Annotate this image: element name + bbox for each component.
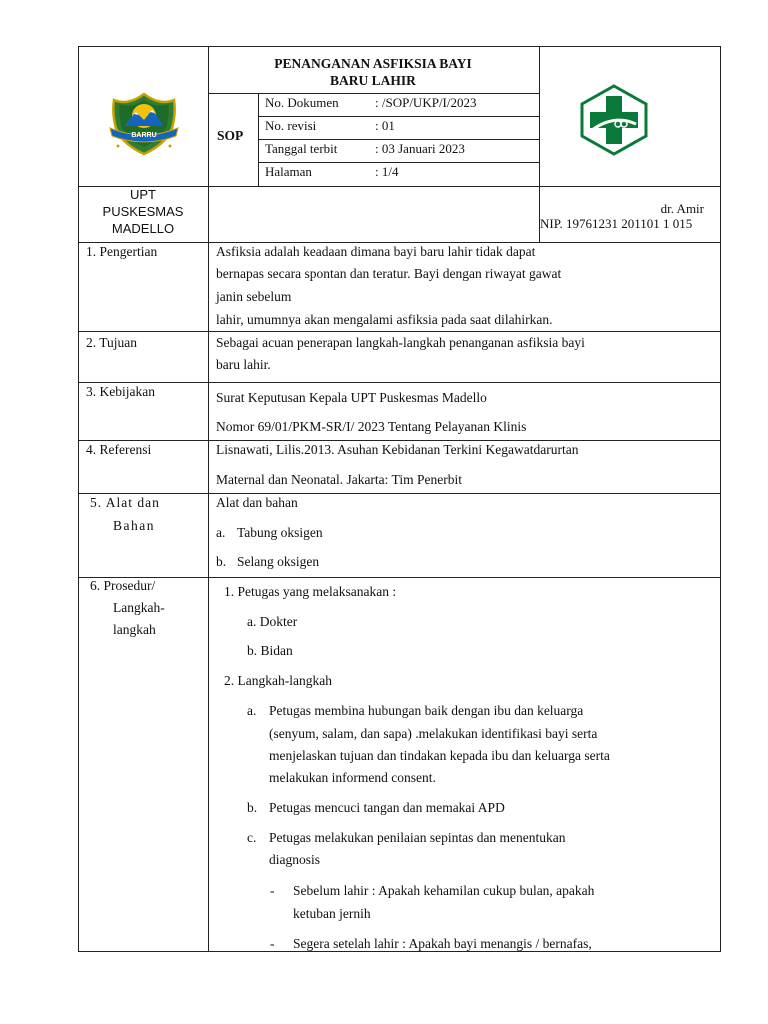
section-label-langkah: Langkah-	[113, 600, 165, 615]
step-a-line: menjelaskan tujuan dan tindakan kepada ibu dan keluarga serta	[269, 748, 610, 763]
kebijakan-line: Surat Keputusan Kepala UPT Puskesmas Madello	[216, 390, 487, 405]
referensi-line: Maternal dan Neonatal. Jakarta: Tim Penerbit	[216, 472, 462, 487]
row-divider	[78, 382, 721, 383]
step-c-line: Petugas melakukan penilaian sepintas dan menentukan	[269, 830, 566, 845]
pengertian-line: janin sebelum	[216, 289, 292, 304]
step-marker-a: a.	[247, 703, 257, 718]
field-divider	[258, 162, 539, 163]
row-divider	[78, 577, 721, 578]
alat-item-marker: b.	[216, 554, 227, 569]
row-divider	[78, 242, 721, 243]
prosedur-step-1a: a. Dokter	[247, 614, 298, 629]
step-a-line: melakukan informend consent.	[269, 770, 436, 785]
field-label-no-dokumen: No. Dokumen	[265, 95, 339, 110]
field-value-tanggal-terbit: : 03 Januari 2023	[375, 141, 465, 156]
row-divider	[78, 440, 721, 441]
step-a-line: Petugas membina hubungan baik dengan ibu dan keluarga	[269, 703, 584, 718]
document-title-line2: BARU LAHIR	[330, 73, 416, 88]
field-label-tanggal-terbit: Tanggal terbit	[265, 141, 338, 156]
section-label-referensi: 4. Referensi	[86, 442, 152, 457]
border-right	[720, 46, 721, 952]
signer-nip: NIP. 19761231 201101 1 015	[540, 216, 693, 231]
tujuan-line: Sebagai acuan penerapan langkah-langkah penanganan asfiksia bayi	[216, 335, 585, 350]
alat-item: Selang oksigen	[237, 554, 320, 569]
sub-step-line: Sebelum lahir : Apakah kehamilan cukup bulan, apakah	[293, 883, 595, 898]
section-label-alat: 5. Alat dan	[90, 495, 160, 510]
org-name-line2: PUSKESMAS	[102, 204, 184, 219]
referensi-line: Lisnawati, Lilis.2013. Asuhan Kebidanan Terkini Kegawatdarurtan	[216, 442, 579, 457]
border-left	[78, 46, 79, 952]
org-name-line1: UPT	[130, 187, 156, 202]
field-divider	[258, 116, 539, 117]
step-marker-b: b.	[247, 800, 258, 815]
section-label-kebijakan: 3. Kebijakan	[86, 384, 155, 399]
sub-step-line: Segera setelah lahir : Apakah bayi menangis / bernafas,	[293, 936, 592, 951]
field-value-no-revisi: : 01	[375, 118, 395, 133]
row-divider	[78, 493, 721, 494]
puskesmas-logo	[576, 84, 652, 156]
signer-name: dr. Amir	[660, 201, 704, 216]
prosedur-step-2: 2. Langkah-langkah	[224, 673, 332, 688]
sub-step-line: ketuban jernih	[293, 906, 371, 921]
section-label-pengertian: 1. Pengertian	[86, 244, 158, 259]
org-name-line3: MADELLO	[111, 221, 175, 236]
field-label-halaman: Halaman	[265, 164, 312, 179]
col-divider	[539, 46, 540, 242]
field-divider	[258, 139, 539, 140]
alat-item-marker: a.	[216, 525, 226, 540]
section-label-langkah2: langkah	[113, 622, 156, 637]
step-a-line: (senyum, salam, dan sapa) .melakukan identifikasi bayi serta	[269, 726, 598, 741]
border-top	[78, 46, 721, 47]
alat-heading: Alat dan bahan	[216, 495, 298, 510]
alat-item: Tabung oksigen	[237, 525, 323, 540]
tujuan-line: baru lahir.	[216, 357, 271, 372]
document-title-line1: PENANGANAN ASFIKSIA BAYI	[274, 56, 472, 71]
field-value-halaman: : 1/4	[375, 164, 399, 179]
step-c-line: diagnosis	[269, 852, 321, 867]
dash-marker: -	[270, 936, 275, 951]
step-b-line: Petugas mencuci tangan dan memakai APD	[269, 800, 505, 815]
prosedur-step-1b: b. Bidan	[247, 643, 293, 658]
field-label-no-revisi: No. revisi	[265, 118, 317, 133]
svg-text:BARRU: BARRU	[131, 132, 157, 139]
pengertian-line: bernapas secara spontan dan teratur. Bayi dengan riwayat gawat	[216, 266, 562, 281]
pengertian-line: Asfiksia adalah keadaan dimana bayi baru lahir tidak dapat	[216, 244, 536, 259]
pengertian-line: lahir, umumnya akan mengalami asfiksia pada saat dilahirkan.	[216, 312, 553, 327]
section-label-bahan: Bahan	[113, 518, 155, 533]
kebijakan-line: Nomor 69/01/PKM-SR/I/ 2023 Tentang Pelayanan Klinis	[216, 419, 527, 434]
sop-label: SOP	[217, 128, 244, 143]
barru-regency-logo	[104, 84, 184, 158]
step-marker-c: c.	[247, 830, 257, 845]
sop-divider	[258, 93, 259, 187]
prosedur-step-1: 1. Petugas yang melaksanakan :	[224, 584, 397, 599]
row-divider	[78, 331, 721, 332]
section-label-tujuan: 2. Tujuan	[86, 335, 138, 350]
col-divider	[208, 46, 209, 952]
dash-marker: -	[270, 883, 275, 898]
section-label-prosedur: 6. Prosedur/	[90, 578, 156, 593]
field-value-no-dokumen: : /SOP/UKP/I/2023	[375, 95, 477, 110]
